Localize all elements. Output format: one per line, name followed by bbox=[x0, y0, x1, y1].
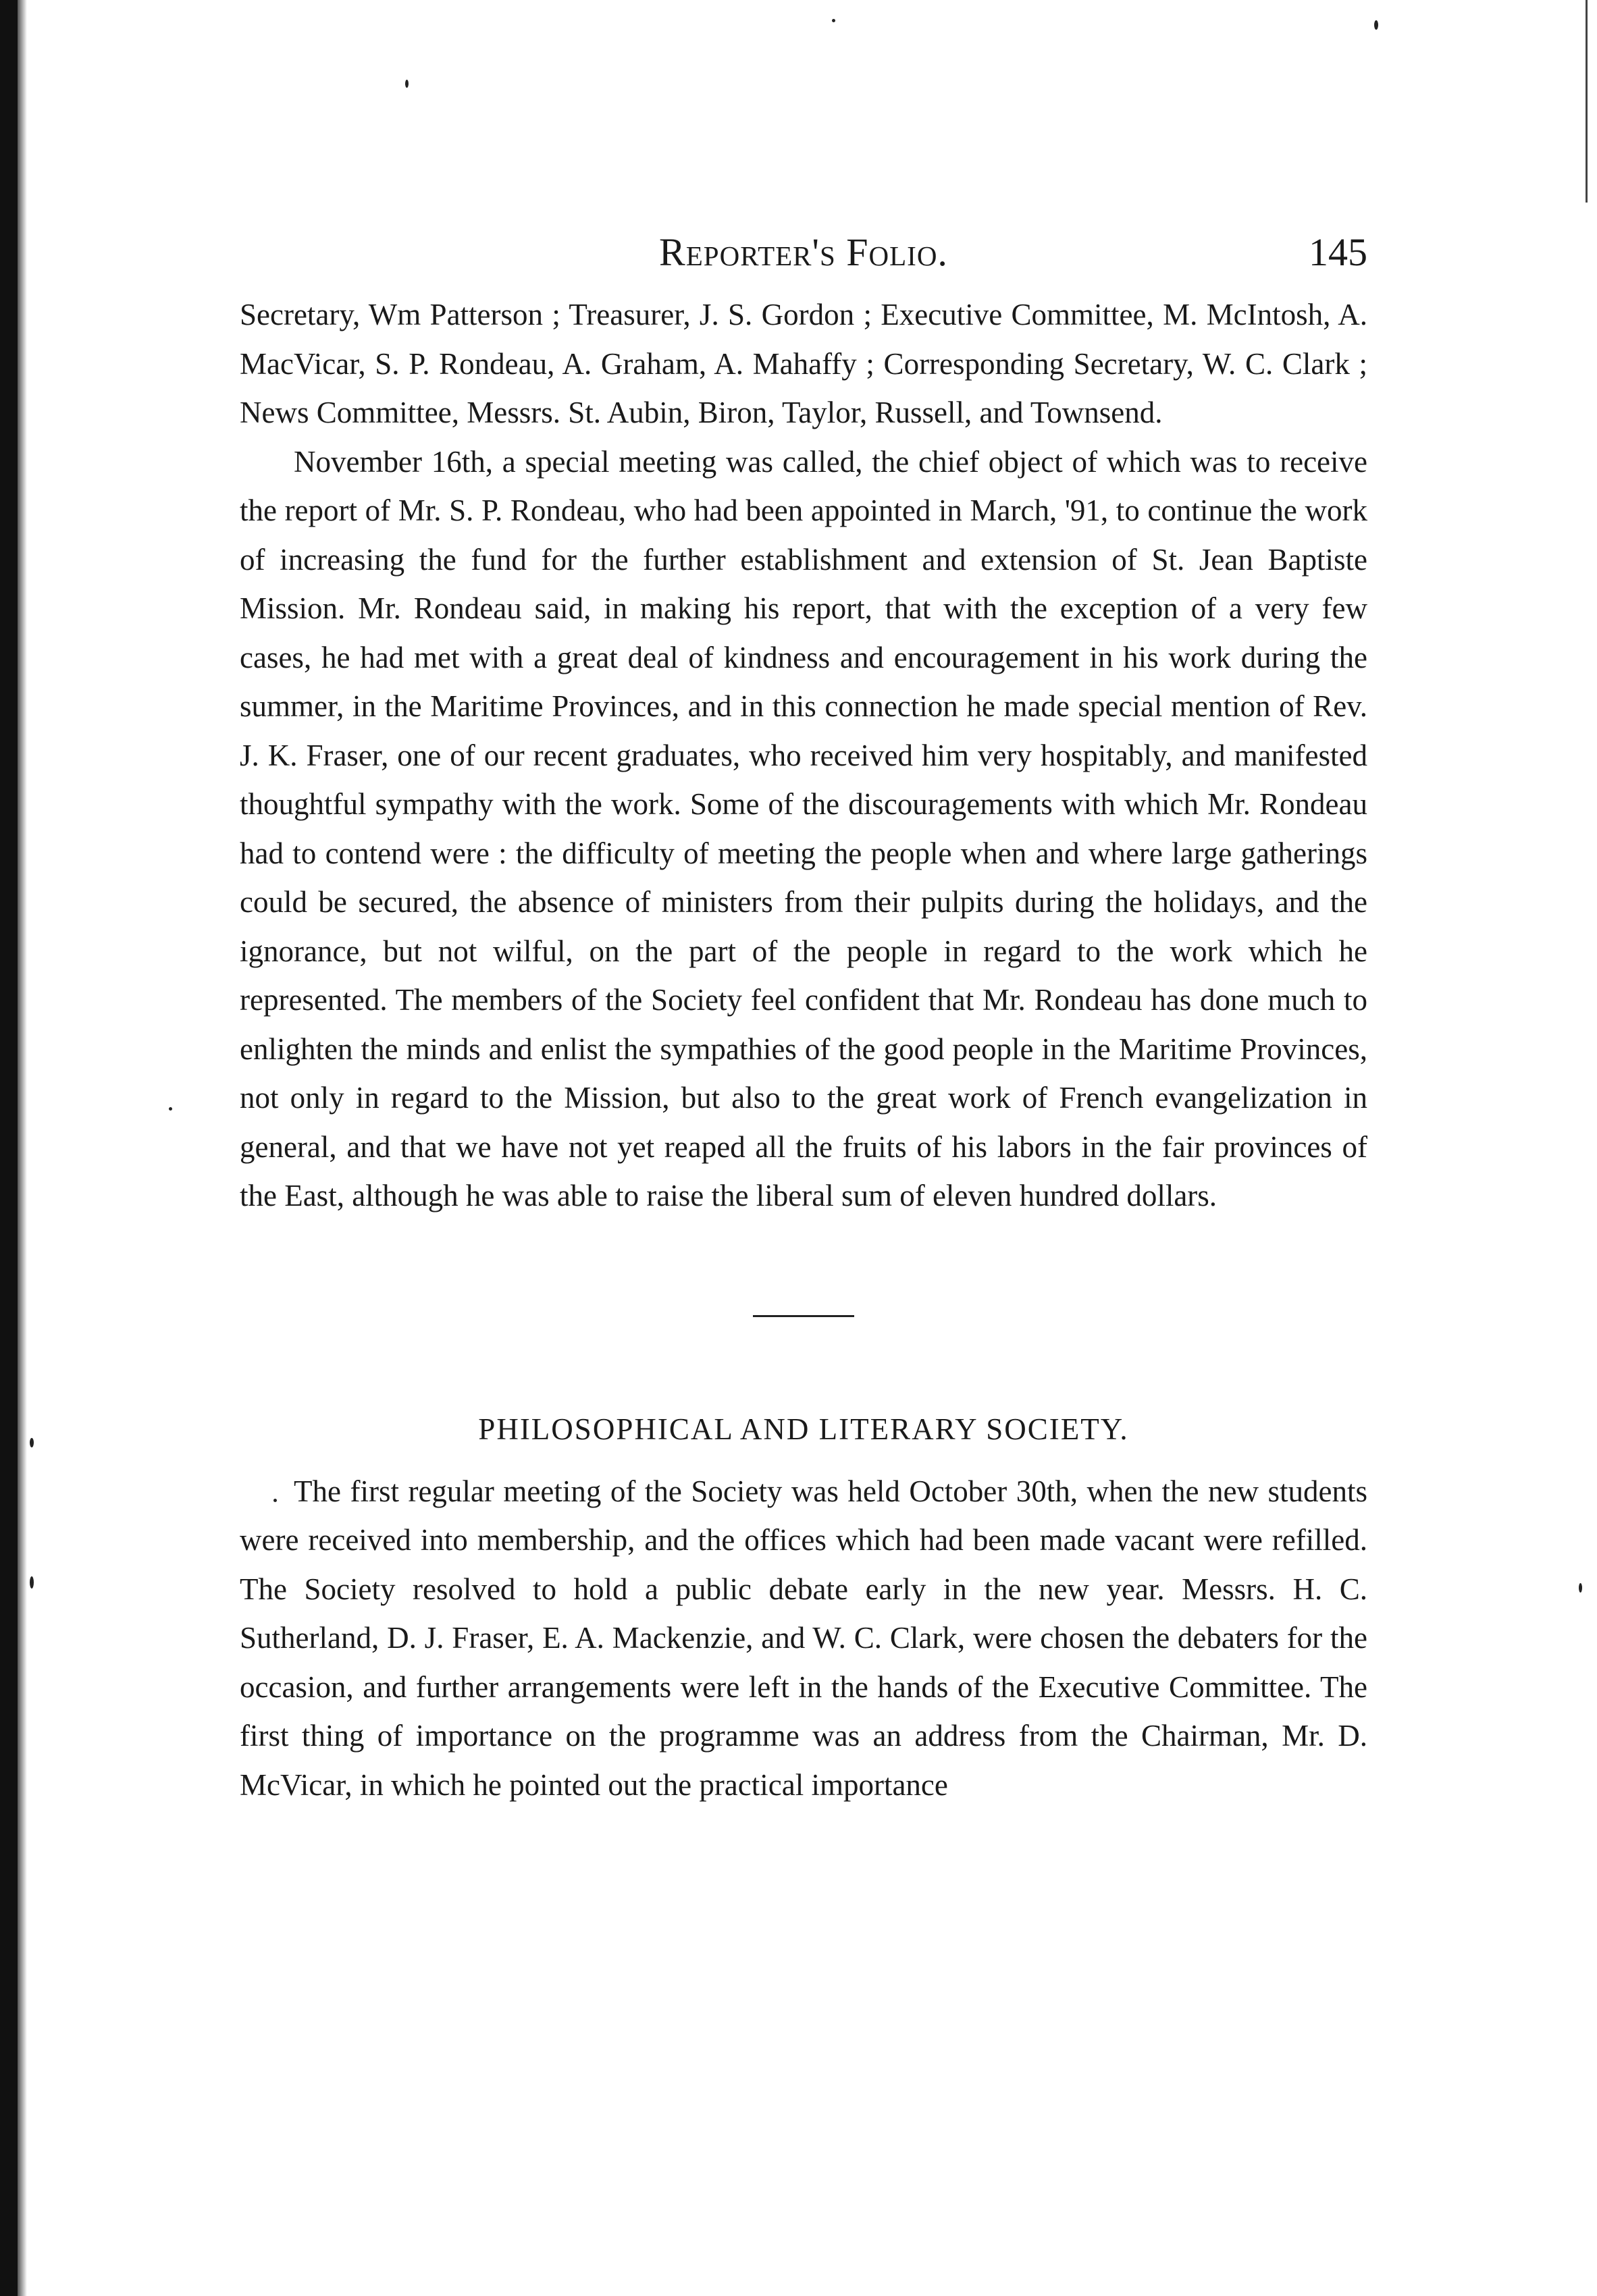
section-divider bbox=[753, 1315, 854, 1317]
running-head bbox=[240, 230, 1367, 290]
scan-edge-left bbox=[0, 0, 18, 2296]
scan-edge-shadow bbox=[18, 0, 27, 2296]
page-number: 145 bbox=[1309, 230, 1367, 274]
scan-speck bbox=[832, 19, 835, 22]
scan-speck bbox=[30, 1576, 34, 1588]
scan-speck bbox=[405, 80, 409, 88]
scan-speck bbox=[30, 1438, 34, 1447]
scan-speck bbox=[1374, 20, 1378, 30]
paragraph-continuation: Secretary, Wm Patterson ; Treasurer, J. S. Gordon ; Executive Committee, M. McIntosh, A. MacVicar, S. P. Rondeau, A. Graham, A. Mahaffy ; Corresponding Secretary, W. C. Clark ; News Committee, Messrs. St. Aubin, Biron, Taylor, Russell, and Townsend. bbox=[240, 298, 1367, 429]
book-page bbox=[240, 230, 1367, 1809]
running-title: Reporter's Folio. bbox=[659, 230, 948, 274]
scan-speck bbox=[1579, 1583, 1582, 1593]
scan-edge-right bbox=[1586, 0, 1588, 203]
paragraph-rondeau-report: November 16th, a special meeting was called, the chief object of which was to receive the report of Mr. S. P. Rondeau, who had been appointed in March, '91, to continue the work of increasing the fund for the further establishment and extension of St. Jean Baptiste Mission. Mr. Rondeau said, in making his report, that with the exception of a very few cases, he had met with a great deal of kindness and encouragement in his work during the summer, in the Maritime Provinces, and in this connection he made special mention of Rev. J. K. Fraser, one of our recent graduates, who received him very hospitably, and manifested thoughtful sympathy with the work. Some of the discouragements with which Mr. Rondeau had to contend were : the difficulty of meeting the people when and where large gatherings could be secured, the absence of ministers from their pulpits during the holidays, and the ignorance, but not wilful, on the part of the people in regard to the work which he represented. The members of the Society feel confident that Mr. Rondeau has done much to enlighten the minds and enlist the sympathies of the good people in the Maritime Provinces, not only in regard to the Mission, but also to the great work of French evangelization in general, and that we have not yet reaped all the fruits of his labors in the fair provinces of the East, although he was able to raise the liberal sum of eleven hundred dollars. bbox=[240, 444, 1367, 1212]
scan-speck bbox=[169, 1107, 172, 1111]
section-heading: PHILOSOPHICAL AND LITERARY SOCIETY. bbox=[478, 1412, 1129, 1446]
paragraph-society-meeting: The first regular meeting of the Society was held October 30th, when the new students were received into membership, and the offices which had been made vacant were refilled. The Society resolved to hold a public debate early in the new year. Messrs. H. C. Sutherland, D. J. Fraser, E. A. Mackenzie, and W. C. Clark, were chosen the debaters for the occasion, and further arrangements were left in the hands of the Executive Committee. The first thing of importance on the programme was an address from the Chairman, Mr. D. McVicar, in which he pointed out the practical importance bbox=[240, 1474, 1367, 1802]
